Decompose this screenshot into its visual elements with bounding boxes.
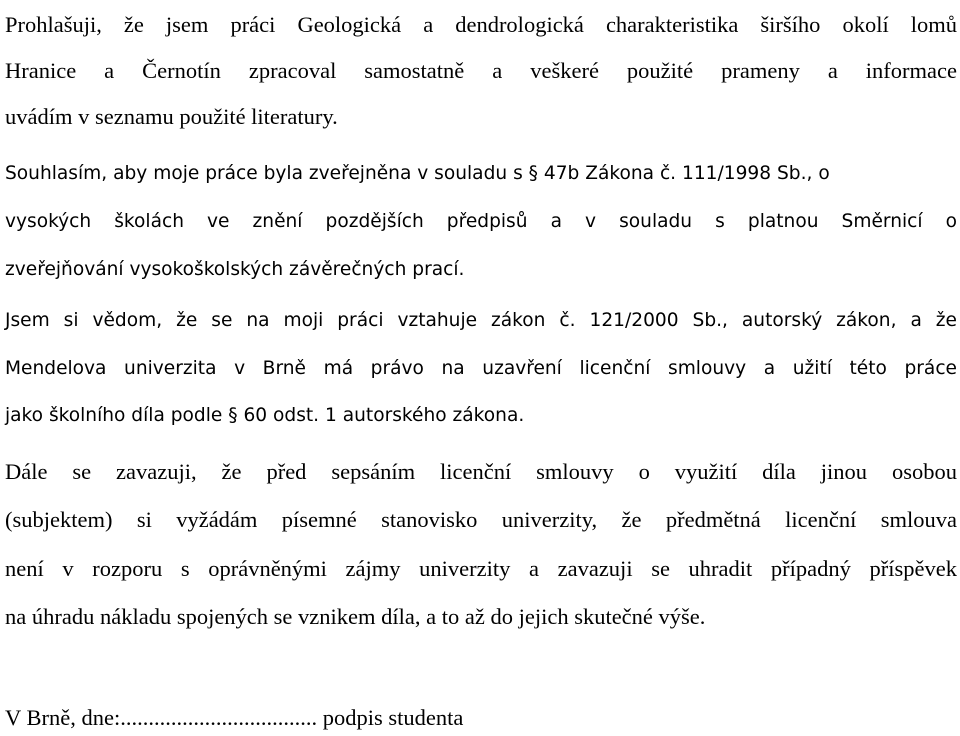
declaration-paragraph-licence-obligation (5, 448, 957, 641)
text-line: Mendelova univerzita v Brně má právo na uzavření licenční smlouvy a užití této práce (5, 357, 957, 379)
text-line: vysokých školách ve znění pozdějších předpisů a v souladu s platnou Směrnicí o (5, 211, 957, 232)
text-line: jako školního díla podle § 60 odst. 1 autorského zákona. (5, 405, 525, 426)
declaration-paragraph-copyright (5, 297, 957, 440)
text-line: uvádím v seznamu použité literatury. (5, 104, 338, 129)
text-line: (subjektem) si vyžádám písemné stanovisko univerzity, že předmětná licenční smlouva (5, 507, 957, 533)
text-line: Hranice a Černotín zpracoval samostatně a veškeré použité prameny a informace (5, 58, 957, 83)
text-line: Souhlasím, aby moje práce byla zveřejněna v souladu s § 47b Zákona č. 111/1998 Sb., o (5, 163, 830, 184)
text-line: Jsem si vědom, že se na moji práci vztahuje zákon č. 121/2000 Sb., autorský zákon, a že (5, 310, 957, 331)
text-line: na úhradu nákladu spojených se vznikem díla, a to až do jejich skutečné výše. (5, 603, 706, 629)
text-line: není v rozporu s oprávněnými zájmy univerzity a zavazuji se uhradit případný příspěvek (5, 555, 957, 581)
text-line: Dále se zavazuji, že před sepsáním licenční smlouvy o využití díla jinou osobou (5, 459, 957, 484)
declaration-paragraph-publication-consent (5, 150, 957, 294)
text-line: zveřejňování vysokoškolských závěrečných prací. (5, 259, 465, 280)
signature-text: V Brně, dne:................................... podpis studenta (5, 705, 464, 730)
text-line: Prohlašuji, že jsem práci Geologická a dendrologická charakteristika širšího okolí lomů (5, 12, 957, 37)
signature-line (5, 700, 957, 736)
declaration-paragraph-authorship (5, 2, 957, 140)
